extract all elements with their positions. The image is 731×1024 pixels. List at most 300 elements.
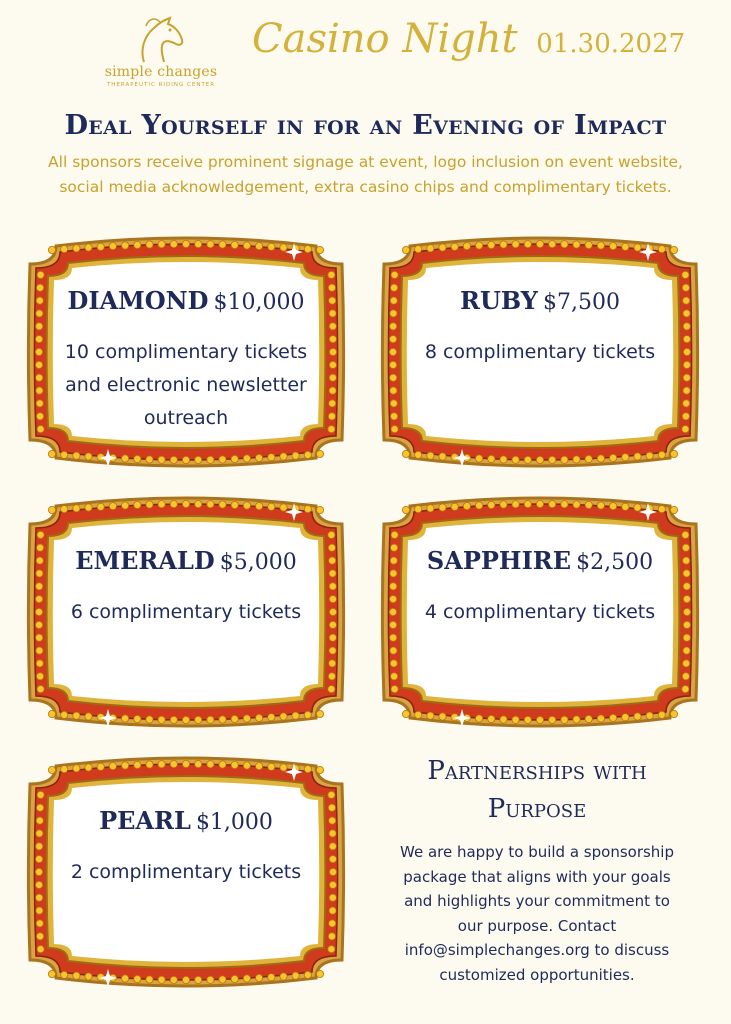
bulb bbox=[37, 686, 44, 693]
bulb bbox=[280, 504, 287, 511]
bulb bbox=[439, 504, 446, 511]
bulb bbox=[328, 946, 335, 953]
tier-price: $5,000 bbox=[219, 550, 297, 575]
bulb bbox=[146, 716, 153, 723]
bulb bbox=[109, 763, 116, 770]
bulb bbox=[682, 686, 689, 693]
tier-description bbox=[400, 336, 680, 369]
bulb bbox=[280, 244, 287, 251]
bulb bbox=[316, 506, 323, 513]
bulb bbox=[37, 426, 44, 433]
tier-heading bbox=[22, 286, 350, 315]
bulb bbox=[622, 714, 629, 721]
tier-description-line: 10 complimentary tickets bbox=[64, 341, 308, 363]
bulb bbox=[427, 245, 434, 252]
bulb bbox=[61, 451, 68, 458]
bulb bbox=[683, 336, 690, 343]
bulb bbox=[682, 271, 689, 278]
bulb bbox=[85, 713, 92, 720]
bulb bbox=[170, 761, 177, 768]
bulb bbox=[195, 241, 202, 248]
bulb bbox=[329, 634, 336, 641]
bulb bbox=[439, 244, 446, 251]
tier-heading bbox=[376, 546, 704, 575]
bulb bbox=[512, 716, 519, 723]
bulb bbox=[207, 716, 214, 723]
bulb bbox=[243, 455, 250, 462]
partnerships-line: customized opportunities. bbox=[439, 965, 635, 984]
bulb bbox=[524, 456, 531, 463]
bulb bbox=[61, 506, 68, 513]
tier-card-sapphire bbox=[376, 488, 704, 736]
event-date: 01.30.2027 bbox=[536, 29, 686, 59]
bulb bbox=[36, 336, 43, 343]
bulb bbox=[36, 660, 43, 667]
bulb bbox=[683, 323, 690, 330]
bulb bbox=[329, 596, 336, 603]
tier-description-line: 2 complimentary tickets bbox=[70, 861, 302, 883]
bulb bbox=[304, 246, 311, 253]
bulb bbox=[122, 975, 129, 982]
bulb bbox=[389, 348, 396, 355]
bulb bbox=[195, 456, 202, 463]
tier-name: PEARL bbox=[99, 806, 191, 835]
bulb bbox=[561, 241, 568, 248]
bulb bbox=[182, 240, 189, 247]
bulb bbox=[35, 868, 42, 875]
bulb bbox=[329, 843, 336, 850]
bulb bbox=[134, 761, 141, 768]
bulb bbox=[524, 716, 531, 723]
tier-heading bbox=[22, 546, 350, 575]
bulb bbox=[243, 715, 250, 722]
bulb bbox=[182, 456, 189, 463]
bulb bbox=[451, 243, 458, 250]
bulb bbox=[36, 323, 43, 330]
bulb bbox=[37, 413, 44, 420]
bulb bbox=[463, 243, 470, 250]
bulb bbox=[37, 673, 44, 680]
bulb bbox=[280, 764, 287, 771]
bulb bbox=[219, 976, 226, 983]
bulb bbox=[170, 456, 177, 463]
bulb bbox=[512, 456, 519, 463]
bulb bbox=[304, 711, 311, 718]
brand-name: simple changes bbox=[104, 64, 218, 80]
bulb bbox=[37, 531, 44, 538]
bulb bbox=[549, 241, 556, 248]
bulb bbox=[316, 970, 323, 977]
bulb bbox=[536, 240, 543, 247]
bulb bbox=[48, 710, 55, 717]
bulb bbox=[634, 453, 641, 460]
bulb bbox=[622, 454, 629, 461]
bulb bbox=[561, 716, 568, 723]
bulb bbox=[158, 761, 165, 768]
tier-name: SAPPHIRE bbox=[426, 546, 572, 575]
tier-price: $2,500 bbox=[576, 550, 654, 575]
bulb bbox=[48, 450, 55, 457]
bulb bbox=[195, 761, 202, 768]
bulb bbox=[158, 976, 165, 983]
bulb bbox=[256, 243, 263, 250]
bulb bbox=[597, 455, 604, 462]
bulb bbox=[182, 976, 189, 983]
bulb bbox=[439, 713, 446, 720]
bulb bbox=[427, 505, 434, 512]
bulb bbox=[37, 946, 44, 953]
bulb bbox=[36, 907, 43, 914]
bulb bbox=[85, 504, 92, 511]
horse-head-icon bbox=[130, 14, 190, 66]
bulb bbox=[97, 503, 104, 510]
bulb bbox=[97, 763, 104, 770]
bulb bbox=[292, 452, 299, 459]
partnerships-title bbox=[372, 752, 702, 828]
bulb bbox=[85, 973, 92, 980]
bulb bbox=[670, 450, 677, 457]
tier-description-line: outreach bbox=[143, 407, 229, 429]
bulb bbox=[329, 647, 336, 654]
partnerships-line: our purpose. Contact bbox=[457, 916, 617, 935]
bulb bbox=[476, 502, 483, 509]
bulb bbox=[329, 621, 336, 628]
bulb bbox=[219, 456, 226, 463]
bulb bbox=[391, 531, 398, 538]
bulb bbox=[329, 856, 336, 863]
bulb bbox=[61, 766, 68, 773]
bulb bbox=[37, 933, 44, 940]
brand-subtitle: THERAPEUTIC RIDING CENTER bbox=[106, 82, 216, 88]
tier-heading bbox=[22, 806, 350, 835]
tier-description-line: 4 complimentary tickets bbox=[424, 601, 656, 623]
bulb bbox=[683, 348, 690, 355]
brand-logo bbox=[96, 14, 226, 88]
bulb bbox=[328, 426, 335, 433]
bulb bbox=[390, 361, 397, 368]
bulb bbox=[292, 972, 299, 979]
tier-price: $7,500 bbox=[542, 290, 620, 315]
bulb bbox=[207, 761, 214, 768]
bulb bbox=[122, 455, 129, 462]
bulb bbox=[36, 583, 43, 590]
bulb bbox=[390, 596, 397, 603]
bulb bbox=[391, 686, 398, 693]
bulb bbox=[670, 246, 677, 253]
bulb bbox=[134, 715, 141, 722]
bulb bbox=[597, 502, 604, 509]
bulb bbox=[415, 451, 422, 458]
tier-description-line: 6 complimentary tickets bbox=[70, 601, 302, 623]
bulb bbox=[329, 348, 336, 355]
bulb bbox=[658, 451, 665, 458]
bulb bbox=[231, 241, 238, 248]
bulb bbox=[646, 452, 653, 459]
bulb bbox=[158, 241, 165, 248]
bulb bbox=[439, 453, 446, 460]
headline: Deal Yourself in for an Evening of Impact bbox=[64, 110, 667, 141]
bulb bbox=[48, 766, 55, 773]
bulb bbox=[85, 764, 92, 771]
bulb bbox=[243, 242, 250, 249]
bulb bbox=[195, 976, 202, 983]
bulb bbox=[683, 361, 690, 368]
bulb bbox=[500, 456, 507, 463]
bulb bbox=[634, 244, 641, 251]
bulb bbox=[35, 348, 42, 355]
bulb bbox=[329, 361, 336, 368]
bulb bbox=[36, 596, 43, 603]
bulb bbox=[182, 500, 189, 507]
bulb bbox=[316, 766, 323, 773]
bulb bbox=[329, 374, 336, 381]
tier-price: $1,000 bbox=[195, 810, 273, 835]
bulb bbox=[390, 336, 397, 343]
bulb bbox=[415, 711, 422, 718]
bulb bbox=[48, 970, 55, 977]
bulb bbox=[512, 501, 519, 508]
bulb bbox=[646, 712, 653, 719]
bulb bbox=[48, 506, 55, 513]
bulb bbox=[561, 501, 568, 508]
bulb bbox=[536, 716, 543, 723]
bulb bbox=[683, 374, 690, 381]
bulb bbox=[36, 621, 43, 628]
bulb bbox=[36, 920, 43, 927]
bulb bbox=[316, 246, 323, 253]
bulb bbox=[158, 501, 165, 508]
bulb bbox=[36, 374, 43, 381]
bulb bbox=[549, 716, 556, 723]
bulb bbox=[85, 244, 92, 251]
bulb bbox=[682, 531, 689, 538]
bulb bbox=[61, 246, 68, 253]
bulb bbox=[280, 453, 287, 460]
bulb bbox=[146, 976, 153, 983]
bulb bbox=[48, 246, 55, 253]
bulb bbox=[73, 972, 80, 979]
bulb bbox=[243, 762, 250, 769]
bulb bbox=[243, 502, 250, 509]
bulb bbox=[122, 715, 129, 722]
bulb bbox=[146, 501, 153, 508]
bulb bbox=[182, 716, 189, 723]
tier-description bbox=[46, 336, 326, 435]
bulb bbox=[158, 716, 165, 723]
bulb bbox=[610, 503, 617, 510]
bulb bbox=[36, 843, 43, 850]
bulb bbox=[390, 387, 397, 394]
bulb bbox=[329, 920, 336, 927]
bulb bbox=[391, 426, 398, 433]
bulb bbox=[329, 894, 336, 901]
bulb bbox=[488, 455, 495, 462]
partnerships-email-line[interactable]: info@simplechanges.org to discuss bbox=[404, 941, 670, 959]
bulb bbox=[36, 400, 43, 407]
bulb bbox=[476, 455, 483, 462]
bulb bbox=[402, 450, 409, 457]
bulb bbox=[622, 243, 629, 250]
bulb bbox=[670, 506, 677, 513]
bulb bbox=[329, 583, 336, 590]
bulb bbox=[37, 791, 44, 798]
bulb bbox=[231, 455, 238, 462]
bulb bbox=[292, 712, 299, 719]
bulb bbox=[256, 454, 263, 461]
bulb bbox=[134, 501, 141, 508]
bulb bbox=[488, 241, 495, 248]
bulb bbox=[390, 621, 397, 628]
bulb bbox=[573, 456, 580, 463]
bulb bbox=[329, 608, 336, 615]
bulb bbox=[549, 456, 556, 463]
bulb bbox=[219, 716, 226, 723]
bulb bbox=[231, 761, 238, 768]
bulb bbox=[329, 336, 336, 343]
bulb bbox=[328, 413, 335, 420]
bulb bbox=[122, 762, 129, 769]
tier-description bbox=[46, 596, 326, 629]
bulb bbox=[109, 503, 116, 510]
bulb bbox=[73, 765, 80, 772]
bulb bbox=[390, 647, 397, 654]
bulb bbox=[634, 504, 641, 511]
tier-name: DIAMOND bbox=[67, 286, 209, 315]
bulb bbox=[390, 634, 397, 641]
bulb bbox=[316, 450, 323, 457]
bulb bbox=[585, 501, 592, 508]
bulb bbox=[524, 241, 531, 248]
bulb bbox=[73, 245, 80, 252]
bulb bbox=[549, 501, 556, 508]
bulb bbox=[682, 413, 689, 420]
bulb bbox=[390, 323, 397, 330]
bulb bbox=[61, 711, 68, 718]
event-name: Casino Night bbox=[252, 16, 518, 62]
bulb bbox=[683, 634, 690, 641]
bulb bbox=[390, 400, 397, 407]
bulb bbox=[573, 716, 580, 723]
bulb bbox=[476, 242, 483, 249]
bulb bbox=[85, 453, 92, 460]
bulb bbox=[73, 505, 80, 512]
bulb bbox=[391, 673, 398, 680]
bulb bbox=[231, 715, 238, 722]
bulb bbox=[658, 246, 665, 253]
tier-card-emerald bbox=[22, 488, 350, 736]
bulb bbox=[610, 243, 617, 250]
bulb bbox=[329, 323, 336, 330]
bulb bbox=[304, 766, 311, 773]
bulb bbox=[390, 660, 397, 667]
bulb bbox=[36, 856, 43, 863]
bulb bbox=[122, 242, 129, 249]
bulb bbox=[328, 271, 335, 278]
bulb bbox=[402, 506, 409, 513]
tier-name: EMERALD bbox=[75, 546, 215, 575]
bulb bbox=[524, 501, 531, 508]
bulb bbox=[390, 374, 397, 381]
bulb bbox=[37, 271, 44, 278]
bulb bbox=[402, 246, 409, 253]
bulb bbox=[268, 503, 275, 510]
bulb bbox=[488, 715, 495, 722]
bulb bbox=[683, 621, 690, 628]
bulb bbox=[463, 503, 470, 510]
bulb bbox=[146, 241, 153, 248]
bulb bbox=[500, 241, 507, 248]
bulb bbox=[219, 241, 226, 248]
bulb bbox=[207, 976, 214, 983]
bulb bbox=[170, 976, 177, 983]
bulb bbox=[585, 455, 592, 462]
bulb bbox=[500, 716, 507, 723]
bulb bbox=[476, 715, 483, 722]
bulb bbox=[36, 647, 43, 654]
bulb bbox=[329, 400, 336, 407]
tier-description bbox=[400, 596, 680, 629]
bulb bbox=[658, 506, 665, 513]
bulb bbox=[390, 583, 397, 590]
bulb bbox=[536, 456, 543, 463]
bulb bbox=[683, 387, 690, 394]
bulb bbox=[683, 647, 690, 654]
bulb bbox=[328, 933, 335, 940]
partnerships-body bbox=[372, 840, 702, 987]
tier-price: $10,000 bbox=[213, 290, 305, 315]
bulb bbox=[329, 868, 336, 875]
bulb bbox=[573, 241, 580, 248]
bulb bbox=[36, 387, 43, 394]
bulb bbox=[415, 246, 422, 253]
bulb bbox=[268, 243, 275, 250]
bulb bbox=[634, 713, 641, 720]
bulb bbox=[109, 243, 116, 250]
bulb bbox=[73, 712, 80, 719]
bulb bbox=[415, 506, 422, 513]
bulb bbox=[134, 975, 141, 982]
bulb bbox=[134, 241, 141, 248]
bulb bbox=[146, 761, 153, 768]
bulb bbox=[97, 243, 104, 250]
bulb bbox=[536, 500, 543, 507]
bulb bbox=[622, 503, 629, 510]
bulb bbox=[219, 501, 226, 508]
bulb bbox=[219, 761, 226, 768]
bulb bbox=[427, 712, 434, 719]
bulb bbox=[35, 608, 42, 615]
tier-description bbox=[46, 856, 326, 889]
bulb bbox=[427, 452, 434, 459]
bulb bbox=[256, 974, 263, 981]
bulb bbox=[610, 454, 617, 461]
bulb bbox=[658, 711, 665, 718]
bulb bbox=[170, 716, 177, 723]
bulb bbox=[134, 455, 141, 462]
bulb bbox=[328, 791, 335, 798]
bulb bbox=[36, 881, 43, 888]
bulb bbox=[597, 242, 604, 249]
event-title bbox=[252, 16, 686, 86]
bulb bbox=[683, 608, 690, 615]
bulb bbox=[158, 456, 165, 463]
bulb bbox=[36, 361, 43, 368]
bulb bbox=[256, 503, 263, 510]
bulb bbox=[170, 241, 177, 248]
bulb bbox=[195, 716, 202, 723]
tier-card-ruby bbox=[376, 228, 704, 476]
bulb bbox=[280, 713, 287, 720]
